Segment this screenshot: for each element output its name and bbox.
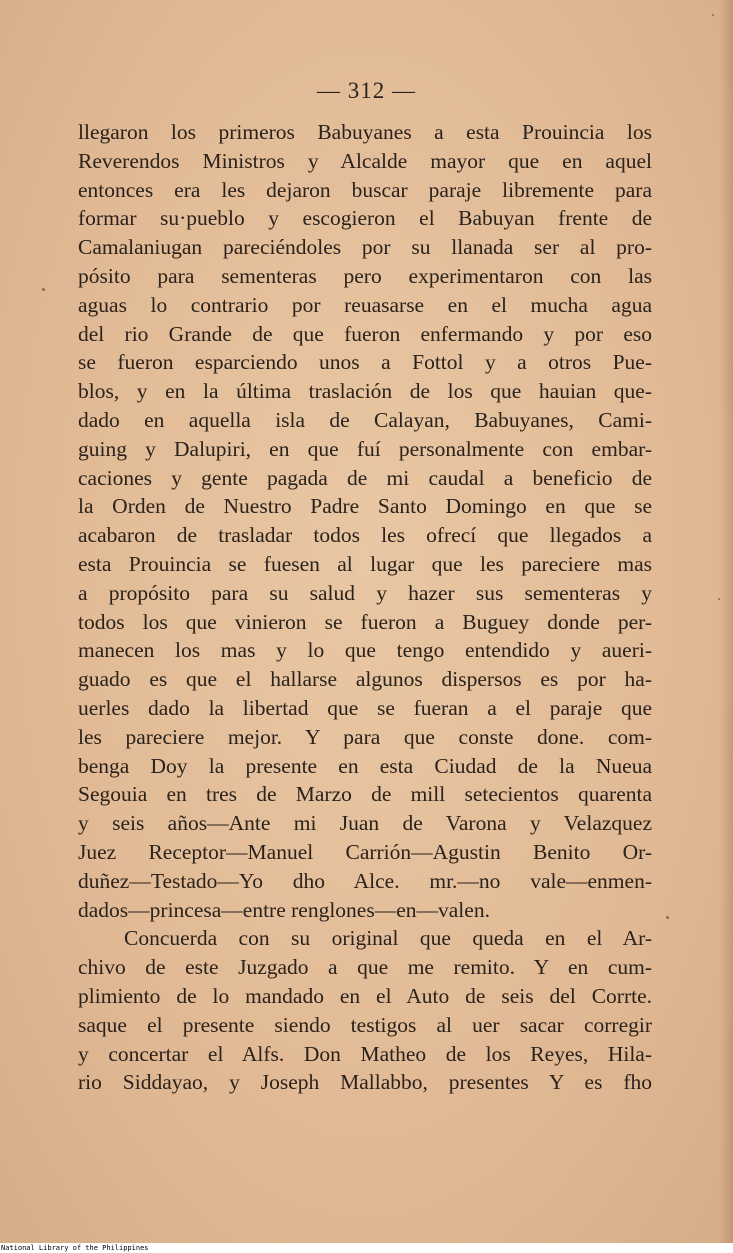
library-credit: National Library of the Philippines: [1, 1244, 149, 1252]
text-line: manecen los mas y lo que tengo entendido y aueri-: [78, 638, 652, 663]
text-line: aguas lo contrario por reuasarse en el mucha agua: [78, 292, 652, 317]
text-line: guing y Dalupiri, en que fuí personalmente con embar-: [78, 436, 652, 461]
text-line: uerles dado la libertad que se fueran a el paraje que: [78, 695, 652, 720]
text-line: blos, y en la última traslación de los que hauian que-: [78, 379, 652, 404]
text-line: benga Doy la presente en esta Ciudad de la Nueua: [78, 753, 652, 778]
text-line: del rio Grande de que fueron enfermando y por eso: [78, 321, 652, 346]
text-line: guado es que el hallarse algunos dispersos es por ha-: [78, 667, 652, 692]
text-line: les pareciere mejor. Y para que conste done. com-: [78, 724, 652, 749]
paper-speck: [666, 916, 669, 919]
text-line: entonces era les dejaron buscar paraje libremente para: [78, 177, 652, 202]
text-line: y seis años—Ante mi Juan de Varona y Velazquez: [78, 811, 652, 836]
text-line: caciones y gente pagada de mi caudal a beneficio de: [78, 465, 652, 490]
text-line: se fueron esparciendo unos a Fottol y a otros Pue-: [78, 350, 652, 375]
text-line: formar su·pueblo y escogieron el Babuyan frente de: [78, 206, 652, 231]
text-line: Juez Receptor—Manuel Carrión—Agustin Benito Or-: [78, 839, 652, 864]
page-edge-shadow: [719, 0, 733, 1243]
text-line: esta Prouincia se fuesen al lugar que les pareciere mas: [78, 551, 652, 576]
text-line: dado en aquella isla de Calayan, Babuyanes, Cami-: [78, 407, 652, 432]
text-line: saque el presente siendo testigos al uer sacar corregir: [78, 1012, 652, 1037]
footer-bar: [0, 1243, 733, 1253]
text-line: pósito para sementeras pero experimentaron con las: [78, 263, 652, 288]
text-line: Reverendos Ministros y Alcalde mayor que en aquel: [78, 148, 652, 173]
text-line: dados—princesa—entre renglones—en—valen.: [78, 897, 490, 922]
text-line: Segouia en tres de Marzo de mill setecientos quarenta: [78, 782, 652, 807]
text-line: duñez—Testado—Yo dho Alce. mr.—no vale—enmen-: [78, 868, 652, 893]
body-text: [78, 118, 652, 1097]
text-line: y concertar el Alfs. Don Matheo de los Reyes, Hila-: [78, 1041, 652, 1066]
paper-speck: [42, 288, 45, 291]
paper-speck: [712, 14, 714, 16]
text-line: plimiento de lo mandado en el Auto de seis del Corrte.: [78, 983, 652, 1008]
text-line: rio Siddayao, y Joseph Mallabbo, presentes Y es fho: [78, 1070, 652, 1095]
paragraph-start-line: Concuerda con su original que queda en el Ar-: [124, 926, 652, 951]
text-line: llegaron los primeros Babuyanes a esta Prouincia los: [78, 120, 652, 144]
text-line: Camalaniugan pareciéndoles por su llanada ser al pro-: [78, 235, 652, 260]
paper-speck: [718, 598, 720, 600]
text-line: todos los que vinieron se fueron a Buguey donde per-: [78, 609, 652, 634]
text-line: chivo de este Juzgado a que me remito. Y en cum-: [78, 955, 652, 980]
text-line: a propósito para su salud y hazer sus sementeras y: [78, 580, 652, 605]
text-line: la Orden de Nuestro Padre Santo Domingo en que se: [78, 494, 652, 519]
page-number: — 312 —: [317, 78, 416, 103]
text-line: acabaron de trasladar todos les ofrecí que llegados a: [78, 523, 652, 548]
